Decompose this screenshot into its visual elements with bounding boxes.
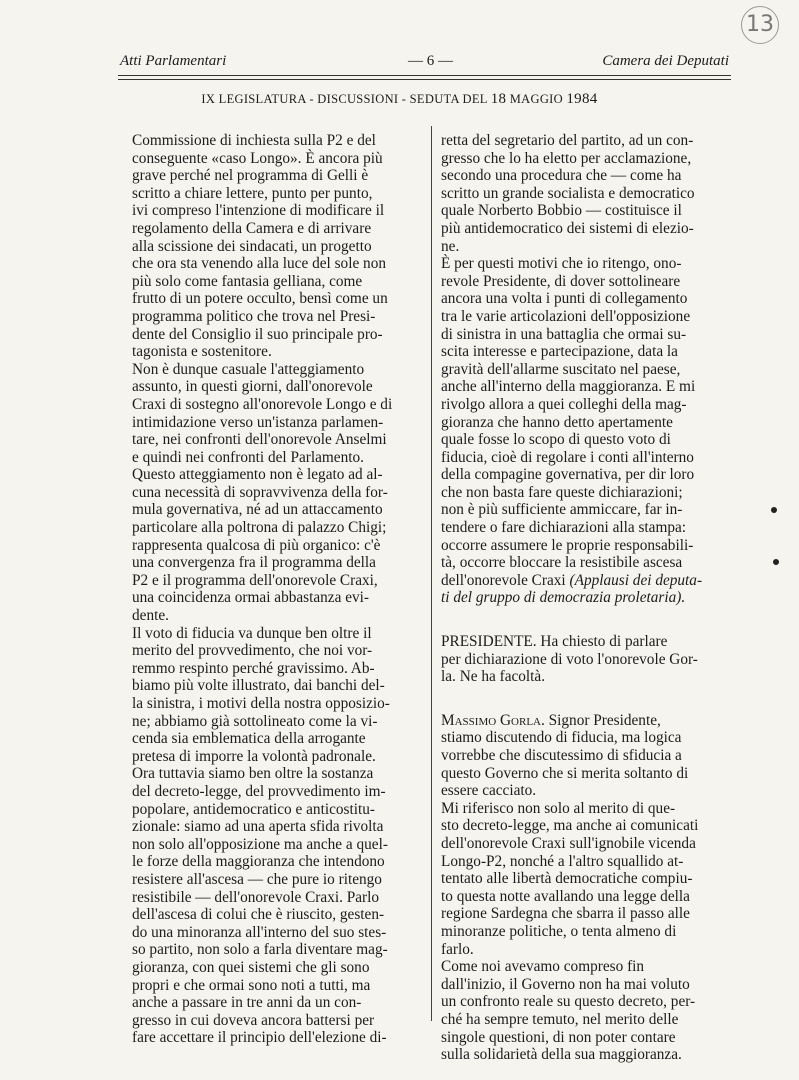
text-line: quale Norberto Bobbio — costituisce il <box>441 202 682 220</box>
right-column <box>441 132 733 1064</box>
left-column <box>132 132 422 1047</box>
text-line: pretesa di imporre la volontà padronale. <box>132 747 376 765</box>
text-line: programma politico che trova nel Presi- <box>132 307 376 325</box>
text-line: ché ha sempre temuto, nel merito delle <box>441 1010 679 1028</box>
speech-paragraph-1 <box>441 729 733 799</box>
header-rule-top <box>118 75 731 76</box>
text-line: dell'ascesa di colui che è riuscito, gesten- <box>132 906 385 924</box>
text-line: non solo all'opposizione ma anche a quel- <box>132 835 388 853</box>
text-line: Il voto di fiducia va dunque ben oltre il <box>132 624 372 642</box>
text-line: sto decreto-legge, ma anche ai comunicati <box>441 817 699 835</box>
text-line: questo Governo che si merita soltanto di <box>441 764 689 782</box>
text-line: essere cacciato. <box>441 782 537 800</box>
text-line: la sinistra, i motivi della nostra opposizio- <box>132 695 390 712</box>
text-line: fiducia, cioè di regolare i conti all'interno <box>441 448 694 466</box>
text-line: popolare, antidemocratico e anticostitu- <box>132 800 375 818</box>
text-line: più antidemocratico dei sistemi di elezio- <box>441 219 694 237</box>
text-line: quale fosse lo scopo di questo voto di <box>441 431 671 449</box>
text-line: più solo come fantasia gelliana, come <box>132 272 363 290</box>
text-line: scritto un grande socialista e democratico <box>441 184 695 202</box>
paragraph-gorla-closing <box>441 255 733 572</box>
stage-direction: (Applausi dei deputa- <box>569 571 703 589</box>
text-line: dente. <box>132 607 169 625</box>
text-line: P2 e il programma dell'onorevole Craxi, <box>132 571 378 589</box>
text-line: della compagine governativa, per dir loro <box>441 466 695 484</box>
text-fragment: Signor Presidente, <box>544 711 661 729</box>
text-line: Non è dunque casuale l'atteggiamento <box>132 360 365 378</box>
text-line: minoranze politiche, o tenta almeno di <box>441 922 677 940</box>
text-line: anche a passare in tre anni da un con- <box>132 994 362 1012</box>
text-line: regione Sardegna che sbarra il passo alle <box>441 905 690 923</box>
session-day: 18 <box>490 91 507 107</box>
text-line: PRESIDENTE. Ha chiesto di parlare <box>441 633 668 651</box>
text-line: do una minoranza all'interno del suo stes- <box>132 923 387 941</box>
text-line: È per questi motivi che io ritengo, ono- <box>441 255 682 273</box>
text-line: singole questioni, di non poter contare <box>441 1028 676 1046</box>
text-line: rivolgo allora a quei colleghi della mag- <box>441 395 687 413</box>
text-line: Mi riferisco non solo al merito di que- <box>441 799 676 817</box>
text-line: che non basta fare queste dichiarazioni; <box>441 483 683 501</box>
applause-line-2 <box>441 589 733 607</box>
text-line: tra le varie articolazioni dell'opposizione <box>441 307 691 325</box>
text-line: scritto a chiare lettere, punto per punto, <box>132 184 373 202</box>
text-line: resistibile — dell'onorevole Craxi. Parlo <box>132 888 380 906</box>
text-line: per dichiarazione di voto l'onorevole Gor- <box>441 650 698 668</box>
header-rule-bottom <box>118 79 731 80</box>
text-line: merito del provvedimento, che noi vor- <box>132 642 373 660</box>
text-line: occorre assumere le proprie responsabili- <box>441 536 694 554</box>
text-line: particolare alla poltrona di palazzo Chigi; <box>132 519 387 537</box>
margin-mark <box>773 559 779 565</box>
text-line: anche all'interno della maggioranza. E mi <box>441 378 696 396</box>
text-line: tare, nei confronti dell'onorevole Anselmi <box>132 431 387 449</box>
text-line: dente del Consiglio il suo principale pro- <box>132 325 383 343</box>
text-line: remmo respinto perché gravissimo. Ab- <box>132 659 375 677</box>
text-line: cuna necessità di sopravvivenza della for- <box>132 483 388 501</box>
session-year: 1984 <box>566 91 598 107</box>
text-line: Craxi di sostegno all'onorevole Longo e di <box>132 395 393 413</box>
text-line: fare accettare il principio dell'elezione di- <box>132 1029 387 1047</box>
text-fragment: dell'onorevole Craxi <box>441 571 570 589</box>
text-line: vorrebbe che discutessimo di sfiducia a <box>441 747 682 764</box>
text-line: ancora una volta i punti di collegamento <box>441 290 688 308</box>
session-label: IX LEGISLATURA - DISCUSSIONI - SEDUTA DEL <box>201 92 488 106</box>
text-line: gioranza, con quei sistemi che gli sono <box>132 958 370 976</box>
text-line: ne. <box>441 237 460 255</box>
text-line: farlo. <box>441 940 474 958</box>
text-line: resistere all'ascesa — che pure io ritengo <box>132 870 382 888</box>
text-line: dall'inizio, il Governo non ha mai voluto <box>441 975 690 993</box>
text-line: intimidazione verso un'istanza parlamen- <box>132 413 384 431</box>
text-line: una convergenza fra il programma della <box>132 554 376 572</box>
text-line: un confronto reale su questo decreto, per- <box>441 993 696 1011</box>
text-line: revole Presidente, di dover sottolineare <box>441 272 681 290</box>
text-line: zionale: siamo ad una aperta sfida rivolta <box>132 818 384 836</box>
text-line: tentato alle libertà democratiche compiu- <box>441 870 693 888</box>
text-line: Ora tuttavia siamo ben oltre la sostanza <box>132 765 374 783</box>
text-line: tà, occorre bloccare la resistibile ascesa <box>441 554 683 572</box>
text-line: cenda sia emblematica della arrogante <box>132 730 366 748</box>
text-line: so partito, non solo a farla diventare mag- <box>132 941 388 959</box>
text-line: gresso in cui doveva ancora battersi per <box>132 1011 375 1029</box>
text-line: alla scissione dei sindacati, un progetto <box>132 237 372 255</box>
column-divider <box>431 126 432 1021</box>
header-publication: Atti Parlamentari <box>120 53 227 69</box>
text-line: frutto di un potere occulto, bensì come un <box>132 290 388 308</box>
text-line: dell'onorevole Craxi sull'ignobile vicenda <box>441 834 696 852</box>
text-line: tendere o fare dichiarazioni alla stampa: <box>441 519 687 537</box>
text-line: Longo-P2, nonché a l'altro squallido at- <box>441 852 684 870</box>
text-line: tagonista e sostenitore. <box>132 343 272 361</box>
text-line: retta del segretario del partito, ad un con- <box>441 132 694 149</box>
text-line: gravità dell'allarme suscitato nel paese, <box>441 360 681 378</box>
text-line: rappresenta qualcosa di più organico: c'è <box>132 536 381 554</box>
speech-paragraph-2 <box>441 800 733 958</box>
president-statement <box>441 633 733 686</box>
text-line: secondo una procedura che — come ha <box>441 167 682 185</box>
text-line: gioranza che hanno detto apertamente <box>441 413 673 431</box>
text-line: ne; abbiamo già sottolineato come la vi- <box>132 712 378 730</box>
text-line: stiamo discutendo di fiducia, ma logica <box>441 729 682 747</box>
text-line: grave perché nel programma di Gelli è <box>132 167 369 185</box>
margin-mark <box>771 507 777 513</box>
text-line: ivi compreso l'intenzione di modificare il <box>132 202 385 220</box>
text-line: propri e che ormai sono noti a tutti, ma <box>132 976 371 994</box>
text-line: le forze della maggioranza che intendono <box>132 853 385 871</box>
text-line: to questa notte avallando una legge della <box>441 887 690 905</box>
text-line: regolamento della Camera e di arrivare <box>132 219 372 237</box>
page-number-stamp: 13 <box>741 6 779 44</box>
text-line: assunto, in questi giorni, dall'onorevole <box>132 378 373 396</box>
text-line: sulla solidarietà della sua maggioranza. <box>441 1046 682 1064</box>
text-line: conseguente «caso Longo». È ancora più <box>132 149 383 167</box>
session-month: MAGGIO <box>509 92 563 106</box>
text-line: di sinistra in una battaglia che ormai su- <box>441 325 687 343</box>
speech-paragraph-3 <box>441 958 733 1064</box>
header-chamber: Camera dei Deputati <box>602 53 729 69</box>
text-line: la. Ne ha facoltà. <box>441 668 546 686</box>
text-line: una coincidenza ormai abbastanza evi- <box>132 589 369 607</box>
text-line: del decreto-legge, del provvedimento im- <box>132 782 386 800</box>
speaker-intro-line <box>441 712 733 730</box>
text-line: Come noi avevamo compreso fin <box>441 958 645 976</box>
session-header <box>0 91 799 108</box>
text-line: biamo più volte illustrato, dai banchi del- <box>132 677 385 695</box>
paragraph-continuation <box>441 132 733 255</box>
text-line: e quindi nei confronti del Parlamento. <box>132 448 364 466</box>
applause-line <box>441 572 733 590</box>
text-line: non è più sufficiente ammiccare, far in- <box>441 501 683 519</box>
speaker-name: Massimo Gorla. <box>441 711 545 729</box>
text-line: Commissione di inchiesta sulla P2 e del <box>132 132 376 149</box>
stage-direction-cont: ti del gruppo di democrazia proletaria). <box>441 589 686 607</box>
text-line: mula governativa, né ad un attaccamento <box>132 501 383 519</box>
text-line: gresso che lo ha eletto per acclamazione, <box>441 149 692 167</box>
header-page-number: — 6 — <box>408 53 453 69</box>
text-line: che ora sta venendo alla luce del sole non <box>132 255 386 273</box>
text-line: scita interesse e partecipazione, data la <box>441 343 678 361</box>
text-line: Questo atteggiamento non è legato ad al- <box>132 466 383 484</box>
